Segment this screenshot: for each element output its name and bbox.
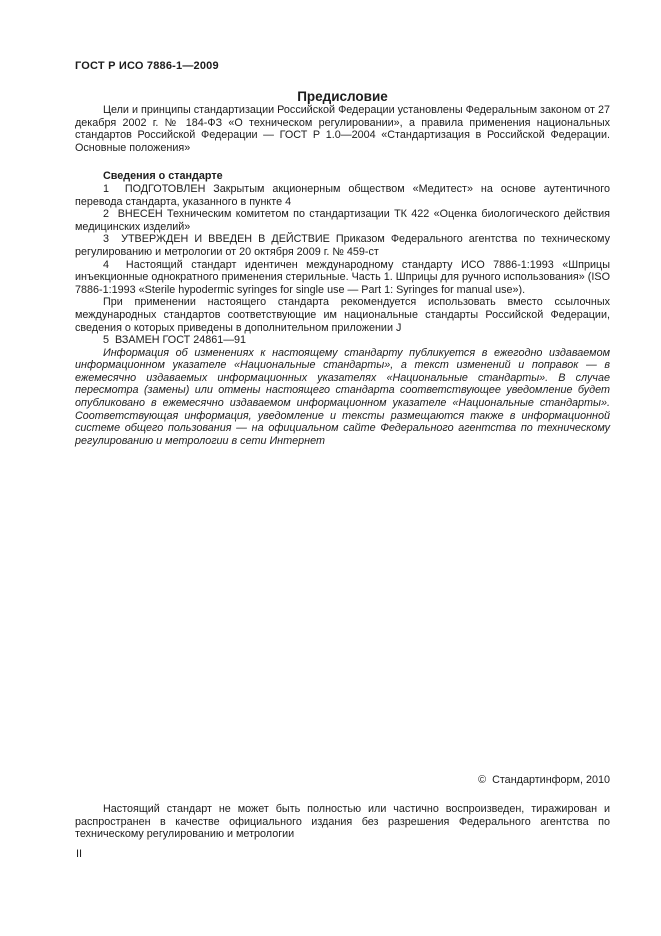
standard-info-item-4-note: При применении настоящего стандарта рекомендуется использовать вместо ссылочных международных стандартов соответствующие им национальные стандарты Российской Федерации, сведения о которых приведены в дополнительном приложении J <box>75 296 610 334</box>
document-code: ГОСТ Р ИСО 7886-1—2009 <box>75 60 219 72</box>
page-title: Предисловие <box>297 89 388 104</box>
copyright-line: © Стандартинформ, 2010 <box>478 774 610 786</box>
page-number: II <box>76 848 83 860</box>
standard-info-item-3: 3 УТВЕРЖДЕН И ВВЕДЕН В ДЕЙСТВИЕ Приказом Федерального агентства по техническому регулированию и метрологии от 20 октября 2009 г. № 459-ст <box>75 233 610 258</box>
standard-info-item-5: 5 ВЗАМЕН ГОСТ 24861—91 <box>103 334 247 347</box>
standard-info-item-1: 1 ПОДГОТОВЛЕН Закрытым акционерным обществом «Медитест» на основе аутентичного перевода стандарта, указанного в пункте 4 <box>75 182 610 208</box>
changes-information-note: Информация об изменениях к настоящему стандарту публикуется в ежегодно издаваемом информационном указателе «Национальные стандарты», а текст изменений и поправок — в ежемесячно издаваемых информационных указателях «Национальные стандарты». В случае пересмотра (замены) или отмены настоящего стандарта соответствующее уведомление будет опубликовано в ежемесячно издаваемом информационном указателе «Национальные стандарты». Соответствующая информация, уведомление и тексты размещаются также в информационной системе общего пользования — на официальном сайте Федерального агентства по техническому регулированию и метрологии в сети Интернет <box>75 346 610 447</box>
intro-paragraph: Цели и принципы стандартизации Российской Федерации установлены Федеральным законом от 27 декабря 2002 г. № 184-ФЗ «О техническом регулировании», а правила применения национальных стандартов Российской Федерации — ГОСТ Р 1.0—2004 «Стандартизация в Российской Федерации. Основные положения» <box>75 104 610 154</box>
standard-info-item-2: 2 ВНЕСЕН Техническим комитетом по стандартизации ТК 422 «Оценка биологического действия медицинских изделий» <box>75 208 610 233</box>
section-heading: Сведения о стандарте <box>103 170 223 183</box>
reproduction-restriction-paragraph: Настоящий стандарт не может быть полностью или частично воспроизведен, тиражирован и распространен в качестве официального издания без разрешения Федерального агентства по техническому регулированию и метрологии <box>75 803 610 841</box>
standard-info-item-4: 4 Настоящий стандарт идентичен международному стандарту ИСО 7886-1:1993 «Шприцы инъекционные однократного применения стерильные. Часть 1. Шприцы для ручного использования» (ISO 7886-1:1993 «Sterile hypodermic syringes for single use — Part 1: Syringes for manual use»). <box>75 258 610 296</box>
